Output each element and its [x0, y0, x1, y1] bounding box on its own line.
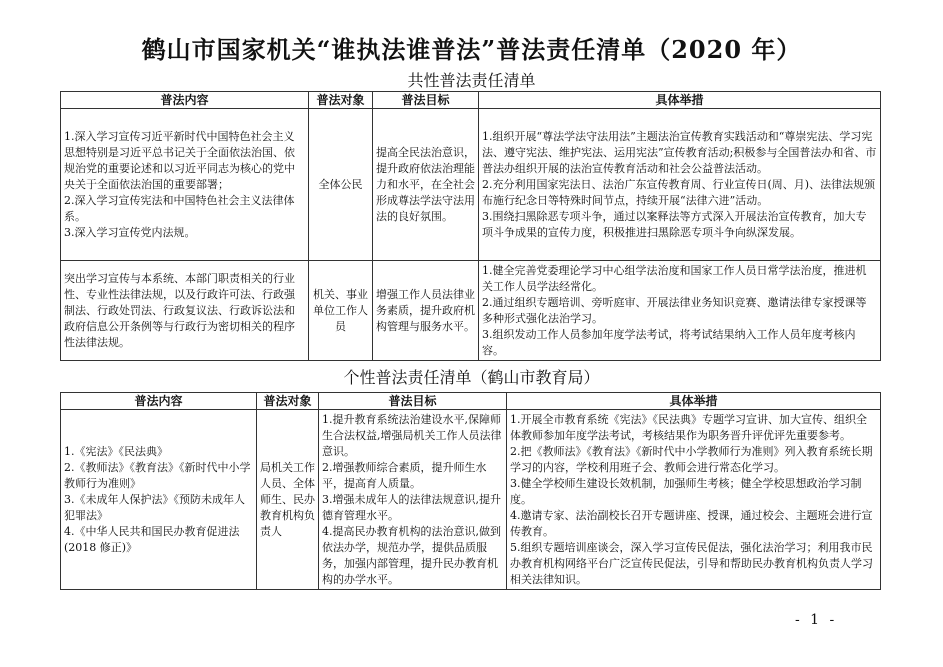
content-item: 3.《未成年人保护法》《预防未成年人犯罪法》 — [64, 492, 245, 522]
target-cell: 全体公民 — [309, 109, 373, 261]
header-goal: 普法目标 — [373, 92, 479, 109]
content-cell — [61, 261, 309, 361]
measure-item: 2.充分利用国家宪法日、法治广东宣传教育周、行业宣传日(周、月)、法律法规颁布施行纪念日等特殊时间节点，持续开展“法律六进”活动。 — [482, 177, 876, 207]
measures-cell — [479, 261, 881, 361]
table-row — [61, 261, 881, 361]
header-target: 普法对象 — [309, 92, 373, 109]
measure-item: 3.健全学校师生建设长效机制，加强师生考核；健全学校思想政治学习制度。 — [510, 476, 862, 506]
measure-item: 1.组织开展“尊法学法守法用法”主题法治宣传教育实践活动和“尊崇宪法、学习宪法、遵守宪法、维护宪法、运用宪法”宣传教育活动;积极参与全国普法办和省、市普法办组织开展的法治宣传教育活动和社会公益普法活动。 — [482, 129, 877, 175]
table-row — [61, 109, 881, 261]
specific-section-title: 个性普法责任清单（鹤山市教育局） — [343, 368, 600, 387]
content-item: 3.深入学习宣传党内法规。 — [64, 225, 196, 239]
header-measures: 具体举措 — [479, 92, 881, 109]
target-cell: 机关、事业单位工作人员 — [309, 261, 373, 361]
measure-item: 4.邀请专家、法治副校长召开专题讲座、授课，通过校会、主题班会进行宣传教育。 — [510, 508, 873, 538]
target-cell: 局机关工作人员、全体师生、民办教育机构负责人 — [257, 410, 319, 590]
measure-item: 5.组织专题培训座谈会，深入学习宣传民促法，强化法治学习；利用我市民办教育机构网络平台广泛宣传民促法，引导和帮助民办教育机构负责人学习相关法律知识。 — [510, 540, 873, 586]
goal-item: 4.提高民办教育机构的法治意识,做到依法办学，规范办学，提供品质服务，加强内部管理，提升民办教育机构的办学水平。 — [322, 524, 501, 586]
content-cell — [61, 410, 257, 590]
content-item: 2.《教师法》《教育法》《新时代中小学教师行为准则》 — [64, 460, 251, 490]
measure-item: 2.把《教师法》《教育法》《新时代中小学教师行为准则》列入教育系统长期学习的内容，学校利用班子会、教师会进行常态化学习。 — [510, 444, 873, 474]
measures-cell — [507, 410, 881, 590]
content-cell — [61, 109, 309, 261]
measure-item: 3.围绕扫黑除恶专项斗争，通过以案释法等方式深入开展法治宣传教育，加大专项斗争成果的宣传力度，积极推进扫黑除恶专项斗争向纵深发展。 — [482, 209, 867, 239]
header-content: 普法内容 — [61, 393, 257, 410]
goal-cell — [319, 410, 507, 590]
goal-cell: 提高全民法治意识，提升政府依法治理能力和水平，在全社会形成尊法学法守法用法的良好氛围。 — [373, 109, 479, 261]
content-item: 4.《中华人民共和国民办教育促进法(2018 修正)》 — [64, 524, 240, 554]
goal-cell: 增强工作人员法律业务素质，提升政府机构管理与服务水平。 — [373, 261, 479, 361]
goal-item: 3.增强未成年人的法律法规意识,提升德育管理水平。 — [322, 492, 501, 522]
table-header-row — [61, 92, 881, 109]
header-measures: 具体举措 — [507, 393, 881, 410]
page-title: 鹤山市国家机关“谁执法谁普法”普法责任清单（2020 年） — [141, 35, 802, 64]
goal-item: 2.增强教师综合素质，提升师生水平，提高育人质量。 — [322, 460, 487, 490]
measure-item: 3.组织发动工作人员参加年度学法考试，将考试结果纳入工作人员年度考核内容。 — [482, 327, 856, 357]
table-header-row — [61, 393, 881, 410]
common-responsibility-table — [60, 91, 881, 361]
content-item: 突出学习宣传与本系统、本部门职责相关的行业性、专业性法律法规，以及行政许可法、行政强制法、行政处罚法、行政复议法、行政诉讼法和政府信息公开条例等与行政行为密切相关的程序性法律法规。 — [64, 271, 295, 349]
measure-item: 1.开展全市教育系统《宪法》《民法典》专题学习宣讲、加大宣传、组织全体教师参加年度学法考试，考核结果作为职务晋升评优评先重要参考。 — [510, 412, 867, 442]
measure-item: 1.健全完善党委理论学习中心组学法治度和国家工作人员日常学法治度，推进机关工作人员学法经常化。 — [482, 263, 867, 293]
specific-responsibility-table — [60, 392, 881, 590]
goal-item: 1.提升教育系统法治建设水平,保障师生合法权益,增强局机关工作人员法律意识。 — [322, 412, 502, 458]
measure-item: 2.通过组织专题培训、旁听庭审、开展法律业务知识竞赛、邀请法律专家授课等多种形式强化法治学习。 — [482, 295, 867, 325]
content-item: 1.深入学习宣传习近平新时代中国特色社会主义思想特别是习近平总书记关于全面依法治国、依规治党的重要论述和以习近平同志为核心的党中央关于全面依法治国的重要部署； — [64, 129, 295, 191]
content-item: 1.《宪法》《民法典》 — [64, 444, 168, 458]
header-target: 普法对象 — [257, 393, 319, 410]
content-item: 2.深入学习宣传宪法和中国特色社会主义法律体系。 — [64, 193, 295, 223]
header-content: 普法内容 — [61, 92, 309, 109]
common-section-title: 共性普法责任清单 — [407, 71, 536, 90]
table-row — [61, 410, 881, 590]
measures-cell — [479, 109, 881, 261]
page-number: - 1 - — [795, 612, 838, 628]
header-goal: 普法目标 — [319, 393, 507, 410]
